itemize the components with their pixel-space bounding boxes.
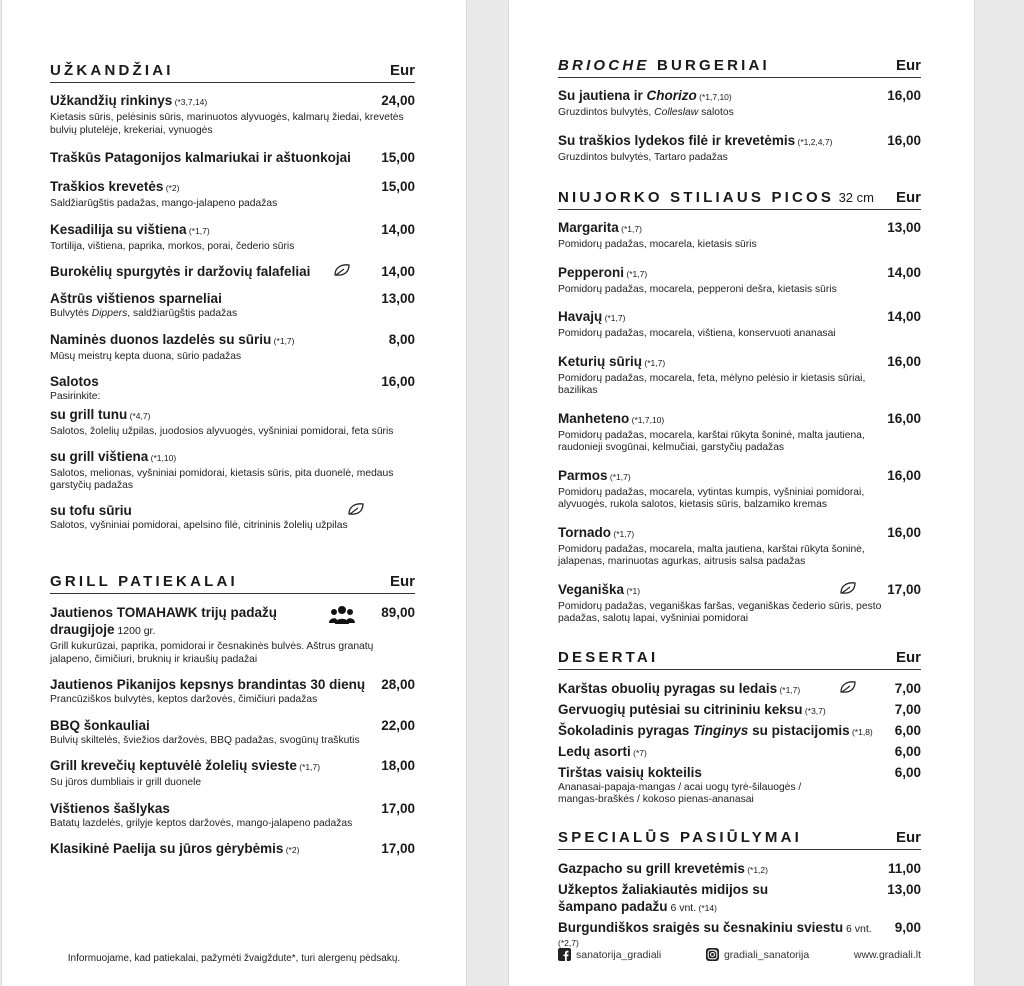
item-description: Pomidorų padažas, mocarela, kietasis sūris: [558, 239, 757, 250]
option-description: Salotos, vyšniniai pomidorai, apelsino filė, citrininis žolelių užpilas: [50, 519, 348, 531]
allergen-code: (*1,2): [744, 864, 768, 875]
item-name: Jautienos Pikanijos kepsnys brandintas 30 dienų: [50, 677, 366, 692]
menu-item: [50, 676, 415, 707]
item-name: Burgundiškos sraigės su česnakiniu sviestu 6 vnt.: [558, 919, 872, 935]
social-footer: [558, 948, 921, 961]
menu-item: [558, 881, 921, 917]
item-price: 16,00: [887, 353, 921, 369]
salads-group: [50, 373, 415, 532]
menu-item: [558, 219, 921, 252]
allergen-code: (*1,7): [611, 528, 635, 539]
item-description: Pomidorų padažas, veganiškas faršas, veganiškas čederio sūris, pesto padažas, salotų lapai, vyšniniai pomidorai: [558, 600, 882, 624]
item-price: 14,00: [887, 264, 921, 280]
option-name: su grill tunu (*4,7): [50, 407, 151, 422]
section-header-pizza: [558, 189, 921, 210]
item-name: Užkeptos žaliakiautės midijos su šampano padažu 6 vnt. (*14): [558, 881, 769, 914]
left-column: [50, 62, 415, 866]
facebook-handle: sanatorija_gradiali: [576, 948, 662, 961]
facebook-icon: [558, 948, 571, 961]
menu-item: [50, 331, 415, 364]
leaf-icon: [837, 680, 859, 694]
allergen-code: (*1,7,10): [696, 92, 732, 102]
allergen-code: (*1,7): [777, 684, 801, 695]
item-price: 11,00: [887, 860, 921, 876]
item-price: 14,00: [381, 264, 415, 279]
section-header-appetizers: [50, 62, 415, 83]
item-name: Gervuogių putėsiai su citrininiu keksu (*3,7): [558, 701, 826, 717]
item-price: 6,00: [894, 722, 921, 738]
item-name: Klasikinė Paelija su jūros gėrybėmis (*2): [50, 841, 300, 856]
item-description: Bulvytės Dippers, saldžiarūgštis padažas: [50, 308, 238, 319]
item-name: Šokoladinis pyragas Tinginys su pistacijomis (*1,8): [558, 722, 873, 738]
item-description: Pomidorų padažas, mocarela, malta jautiena, karštai rūkyta šoninė, jalapenas, marinuotas agurkas, aitrusis salsa padažas: [558, 543, 865, 567]
website-link[interactable]: www.gradiali.lt: [853, 948, 921, 961]
section-title: SPECIALŪS PASIŪLYMAI: [558, 828, 803, 846]
menu-item: [558, 764, 921, 807]
menu-item: [558, 680, 921, 699]
salad-option: [50, 502, 415, 533]
leaf-icon: [837, 581, 859, 595]
item-description: Tortilija, vištiena, paprika, morkos, porai, čederio sūris: [50, 240, 295, 252]
allergen-code: (*1,2,4,7): [795, 136, 833, 147]
allergen-code: (*1,7): [642, 357, 666, 368]
item-name: Salotos: [50, 374, 99, 389]
item-description: Batatų lazdelės, grilyje keptos daržovės, mango-jalapeno padažas: [50, 817, 353, 829]
menu-item: [558, 132, 921, 165]
item-name: Aštrūs vištienos sparneliai: [50, 291, 222, 306]
salad-option: [50, 448, 415, 493]
menu-item: [50, 604, 415, 666]
item-price: 16,00: [887, 410, 921, 426]
allergen-code: (*1,7): [618, 224, 642, 234]
menu-item: [558, 919, 921, 948]
choose-label: Pasirinkite:: [50, 391, 101, 402]
item-name: Užkandžių rinkinys (*3,7,14): [50, 93, 208, 108]
item-description: Saldžiarūgštis padažas, mango-jalapeno padažas: [50, 198, 278, 209]
item-price: 22,00: [381, 717, 415, 733]
item-price: 17,00: [381, 841, 415, 856]
menu-item: [558, 353, 921, 398]
allergen-code: (*14): [696, 902, 717, 913]
allergen-code: (*1,10): [148, 452, 177, 463]
item-price: 16,00: [887, 88, 921, 103]
menu-item: [558, 410, 921, 455]
item-name: Tirštas vaisių kokteilis: [558, 764, 702, 780]
menu-item: [50, 178, 415, 211]
menu-item: [558, 722, 921, 741]
item-name: Karštas obuolių pyragas su ledais (*1,7): [558, 680, 801, 696]
allergen-code: (*3,7): [802, 705, 826, 716]
allergen-code: (*1,7,10): [629, 414, 665, 425]
section-header-burgers: [558, 57, 921, 78]
allergen-code: (*2,7): [558, 937, 579, 948]
item-price: 16,00: [381, 374, 415, 389]
menu-item: [50, 92, 415, 137]
leaf-icon: [331, 263, 353, 277]
item-price: 15,00: [381, 179, 415, 194]
menu-item: [558, 87, 921, 120]
item-price: 18,00: [381, 758, 415, 773]
item-quantity: 6 vnt.: [667, 901, 697, 914]
menu-item: [50, 717, 415, 748]
allergen-notice: Informuojame, kad patiekalai, pažymėti žvaigždute*, turi alergenų pėdsakų.: [67, 953, 401, 964]
menu-item: [558, 860, 921, 879]
currency-label: Eur: [389, 62, 415, 79]
item-description: Su jūros dumbliais ir grill duonele: [50, 777, 202, 788]
menu-item: [50, 149, 415, 166]
allergen-code: (*1,7): [602, 313, 626, 323]
item-description: Pomidorų padažas, mocarela, feta, mėlyno pelėsio ir kietasis sūriai, bazilikas: [558, 372, 866, 396]
item-description: Pomidorų padažas, mocarela, karštai rūkyta šoninė, malta jautiena, raudonieji svogūnai, kelmučiai, garstyčių padažas: [558, 429, 865, 453]
menu-item: [50, 263, 415, 280]
item-price: 24,00: [381, 93, 415, 108]
item-name: Su jautiena ir Chorizo (*1,7,10): [558, 88, 732, 103]
instagram-icon: [706, 948, 719, 961]
allergen-code: (*1,7): [624, 268, 648, 279]
item-price: 6,00: [894, 743, 921, 759]
item-description: Bulvių skiltelės, šviežios daržovės, BBQ padažas, svogūnų traškutis: [50, 734, 360, 746]
item-price: 16,00: [887, 524, 921, 540]
currency-label: Eur: [389, 573, 415, 590]
item-price: 9,00: [894, 919, 921, 935]
item-price: 14,00: [887, 309, 921, 324]
item-name: Havajų (*1,7): [558, 309, 626, 324]
item-price: 15,00: [381, 150, 415, 165]
section-title: BRIOCHE BURGERIAI: [558, 57, 770, 74]
menu-item: [558, 264, 921, 297]
item-name: Margarita (*1,7): [558, 220, 642, 235]
allergen-code: (*1,7): [296, 762, 321, 772]
currency-label: Eur: [895, 828, 921, 846]
item-name: Traškios krevetės (*2): [50, 179, 180, 194]
menu-item: [558, 524, 921, 569]
item-price: 13,00: [381, 291, 415, 306]
option-description: Salotos, melionas, vyšniniai pomidorai, kietasis sūris, pita duonelė, medaus garstyčių padažas: [50, 467, 394, 491]
item-price: 7,00: [894, 701, 921, 717]
item-name: Traškūs Patagonijos kalmariukai ir aštuonkojai: [50, 150, 351, 165]
group-icon: [329, 604, 355, 626]
item-name: Su traškios lydekos filė ir krevetėmis (*1,2,4,7): [558, 132, 833, 148]
item-price: 28,00: [381, 677, 415, 692]
section-header-grill: [50, 573, 415, 594]
item-name: Keturių sūrių (*1,7): [558, 353, 666, 369]
section-title: DESERTAI: [558, 648, 659, 666]
item-price: 14,00: [381, 221, 415, 237]
currency-label: Eur: [895, 189, 921, 206]
salad-option: [50, 406, 415, 439]
item-description: Kietasis sūris, pelėsinis sūris, marinuotos alyvuogės, kalmarų žiedai, krevetės bulvių plutelėje, krekeriai, vynuogės: [50, 112, 404, 136]
item-name: Jautienos TOMAHAWK trijų padažų draugijoje 1200 gr.: [50, 605, 278, 637]
menu-item: [50, 757, 415, 790]
item-name: BBQ šonkauliai: [50, 717, 150, 733]
allergen-code: (*1,8): [849, 726, 873, 737]
menu-item: [50, 221, 415, 254]
item-description: Pomidorų padažas, mocarela, vištiena, konservuoti ananasai: [558, 328, 836, 339]
menu-item: [50, 290, 415, 321]
menu-item: [558, 701, 921, 720]
item-quantity: 6 vnt.: [843, 922, 872, 935]
item-name: Kesadilija su vištiena (*1,7): [50, 221, 210, 237]
menu-page-left: [2, 0, 466, 986]
allergen-code: (*4,7): [127, 411, 151, 421]
item-name: Manheteno (*1,7,10): [558, 410, 665, 426]
item-description: Pomidorų padažas, mocarela, pepperoni dešra, kietasis sūris: [558, 283, 837, 295]
instagram-handle: gradiali_sanatorija: [723, 948, 810, 961]
item-name: Veganiška (*1): [558, 581, 641, 597]
item-price: 16,00: [887, 132, 921, 148]
facebook-link[interactable]: [558, 948, 661, 961]
item-quantity: 1200 gr.: [114, 625, 156, 637]
section-title: NIUJORKO STILIAUS PICOS: [558, 189, 835, 206]
item-price: 13,00: [887, 220, 921, 235]
allergen-code: (*1): [624, 585, 641, 596]
menu-item: [558, 581, 921, 626]
item-name: Parmos (*1,7): [558, 467, 631, 483]
menu-item: [558, 467, 921, 512]
menu-item: [558, 743, 921, 762]
item-description: Grill kukurūzai, paprika, pomidorai ir česnakinės bulvės. Aštrus granatų jalapeno, čimičiuri, bruknių ir kriaušių padažai: [50, 641, 374, 665]
allergen-code: (*1,7): [186, 225, 210, 236]
item-price: 13,00: [887, 881, 921, 897]
item-description: Prancūziškos bulvytės, keptos daržovės, čimičiuri padažas: [50, 694, 318, 705]
item-description: Gruzdintos bulvytės, Colleslaw salotos: [558, 107, 734, 118]
menu-page-right: [509, 0, 974, 986]
item-description: Gruzdintos bulvytės, Tartaro padažas: [558, 151, 728, 163]
section-title: GRILL PATIEKALAI: [50, 573, 238, 590]
item-description: Ananasai-papaja-mangas / acai uogų tyrė-šilauogės / mangas-braškės / kokoso pienas-ananasai: [558, 781, 802, 805]
item-name: Burokėlių spurgytės ir daržovių falafeliai: [50, 264, 311, 279]
instagram-link[interactable]: [706, 948, 809, 961]
item-price: 17,00: [381, 800, 415, 816]
menu-item: [558, 308, 921, 341]
item-name: Gazpacho su grill krevetėmis (*1,2): [558, 860, 768, 876]
item-name: Vištienos šašlykas: [50, 800, 170, 816]
item-description: Pomidorų padažas, mocarela, vytintas kumpis, vyšniniai pomidorai, alyvuogės, rukola salotos, kietasis sūris, balzamiko kremas: [558, 486, 865, 510]
option-name: su grill vištiena (*1,10): [50, 448, 177, 464]
item-name: Pepperoni (*1,7): [558, 264, 648, 280]
item-price: 89,00: [381, 605, 415, 620]
item-name: Grill krevečių keptuvėlė žolelių svieste (*1,7): [50, 758, 321, 773]
currency-label: Eur: [895, 648, 921, 666]
right-column: [558, 57, 921, 950]
item-price: 8,00: [388, 331, 415, 347]
item-description: Mūsų meistrų kepta duona, sūrio padažas: [50, 350, 242, 362]
currency-label: Eur: [895, 57, 921, 74]
allergen-code: (*3,7,14): [172, 97, 208, 107]
allergen-code: (*2): [283, 845, 300, 855]
menu-item: [50, 800, 415, 831]
allergen-code: (*7): [630, 747, 647, 758]
section-header-specials: [558, 829, 921, 850]
option-name: su tofu sūriu: [50, 502, 132, 518]
item-price: 17,00: [887, 581, 921, 597]
section-title: UŽKANDŽIAI: [50, 62, 174, 79]
menu-item: [50, 840, 415, 859]
pizza-size: 32 cm: [838, 190, 874, 205]
item-name: Naminės duonos lazdelės su sūriu (*1,7): [50, 331, 295, 347]
item-name: Ledų asorti (*7): [558, 743, 647, 759]
item-name: Tornado (*1,7): [558, 524, 635, 540]
allergen-code: (*2): [163, 183, 180, 193]
section-header-desserts: [558, 649, 921, 670]
option-description: Salotos, žolelių užpilas, juodosios alyvuogės, vyšniniai pomidorai, feta sūris: [50, 426, 394, 437]
item-price: 16,00: [887, 467, 921, 483]
allergen-code: (*1,7): [271, 335, 295, 346]
leaf-icon: [345, 502, 367, 516]
item-price: 6,00: [894, 764, 921, 780]
allergen-code: (*1,7): [607, 471, 631, 482]
item-price: 7,00: [894, 680, 921, 696]
